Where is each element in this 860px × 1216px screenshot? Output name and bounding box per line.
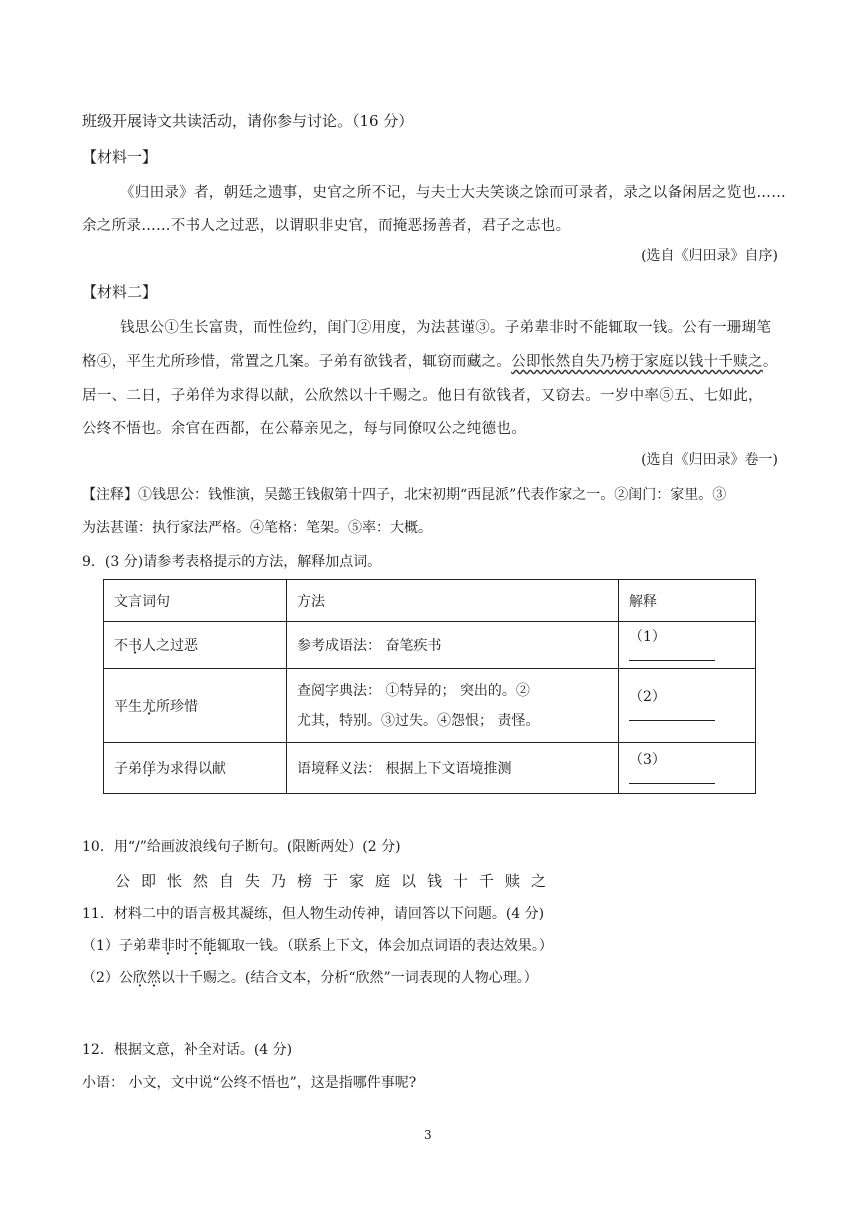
material2-line2-plain: 格④，平生尤所珍惜，常置之几案。子弟有欲钱者，辄窃而藏之。 [82, 354, 512, 370]
q11-prompt: 11．材料二中的语言极其凝练，但人物生动传神，请回答以下问题。(4 分) [82, 906, 545, 922]
dotted-word: 能 [202, 938, 217, 954]
material2-line3: 居一、二日，子弟佯为求得以献，公欣然以十千赐之。他日有欲钱者，又窃去。一岁中率⑤五、七如此， [82, 388, 763, 404]
material1-line1: 《归田录》者，朝廷之遗事，史官之所不记，与夫士大夫笑谈之馀而可录者，录之以备闲居之览也…… [120, 185, 786, 201]
answer-cell: （1） [619, 622, 756, 669]
material1-heading: 【材料一】 [82, 148, 158, 166]
answer-blank-2[interactable] [629, 706, 715, 721]
phrase-cell: 子弟佯为求得以献 [104, 743, 287, 794]
material1-line2: 余之所录……不书人之过恶，以谓职非史官，而掩恶扬善者，君子之志也。 [82, 218, 571, 234]
q10-sentence: 公即怅然自失乃榜于家庭以钱十千赎之 [115, 872, 558, 890]
answer-blank-1[interactable] [629, 646, 715, 661]
dotted-word: 不 [188, 938, 203, 954]
material2-heading: 【材料二】 [82, 283, 158, 301]
table-row [104, 669, 756, 743]
material1-source: (选自《归田录》自序) [641, 248, 778, 264]
material2-line2 [82, 350, 778, 371]
q9-prompt: 9．(3 分)请参考表格提示的方法，解释加点词。 [82, 554, 382, 570]
table-header-cell: 方法 [287, 580, 619, 622]
phrase-cell: 平生尤所珍惜 [104, 669, 287, 743]
method-cell: 参考成语法： 奋笔疾书 [287, 622, 619, 669]
q11-sub2: （2）公欣然以十千赐之。(结合文本，分析“欣然”一词表现的人物心理。） [82, 970, 538, 986]
answer-cell: （2） [619, 669, 756, 743]
method-cell: 语境释义法： 根据上下文语境推测 [287, 743, 619, 794]
material2-line1: 钱思公①生长富贵，而性俭约，闺门②用度，为法甚谨③。子弟辈非时不能辄取一钱。公有一珊瑚笔 [120, 320, 772, 336]
phrase-cell: 不书人之过恶 [104, 622, 287, 669]
notes-line1: 【注释】①钱思公：钱惟演，吴懿王钱俶第十四子，北宋初期“西昆派”代表作家之一。②闺门：家里。③ [82, 487, 727, 503]
table-row [104, 622, 756, 669]
material2-line2-end: 。 [762, 354, 778, 370]
table-header-row [104, 580, 756, 622]
answer-blank-3[interactable] [629, 769, 715, 784]
table-header-cell: 解释 [619, 580, 756, 622]
q10-prompt: 10．用“/”给画波浪线句子断句。(限断两处）(2 分) [82, 839, 401, 855]
dotted-word: 然 [146, 970, 161, 986]
method-cell: 查阅字典法： ①特异的； 突出的。② 尤其，特别。③过失。④怨恨； 责怪。 [287, 669, 619, 743]
material2-source: (选自《归田录》卷一) [641, 452, 778, 468]
q12-prompt: 12．根据文意，补全对话。(4 分) [82, 1042, 293, 1058]
dotted-word: 欣 [132, 970, 147, 986]
intro-text: 班级开展诗文共读活动，请你参与讨论。（16 分） [82, 112, 414, 130]
table-row [104, 743, 756, 794]
answer-cell: （3） [619, 743, 756, 794]
wavy-underlined-sentence: 公即怅然自失乃榜于家庭以钱十千赎之 [511, 354, 763, 370]
q11-sub1: （1）子弟辈非时不能辄取一钱。（联系上下文，体会加点词语的表达效果。） [82, 938, 553, 954]
dotted-word: 佯 [142, 761, 156, 777]
notes-line2: 为法甚谨：执行家法严格。④笔格：笔架。⑤率：大概。 [82, 520, 432, 536]
dotted-word: 书 [128, 638, 142, 654]
q12-dialogue-line1: 小语： 小文，文中说“公终不悟也”，这是指哪件事呢? [82, 1075, 417, 1091]
dotted-word: 非 [160, 938, 175, 954]
dotted-word: 尤 [142, 698, 156, 715]
material2-line4: 公终不悟也。余官在西都，在公幕亲见之，每与同僚叹公之纯德也。 [82, 421, 526, 437]
q9-table [103, 579, 756, 794]
page-number: 3 [424, 1128, 432, 1142]
table-header-cell: 文言词句 [104, 580, 287, 622]
